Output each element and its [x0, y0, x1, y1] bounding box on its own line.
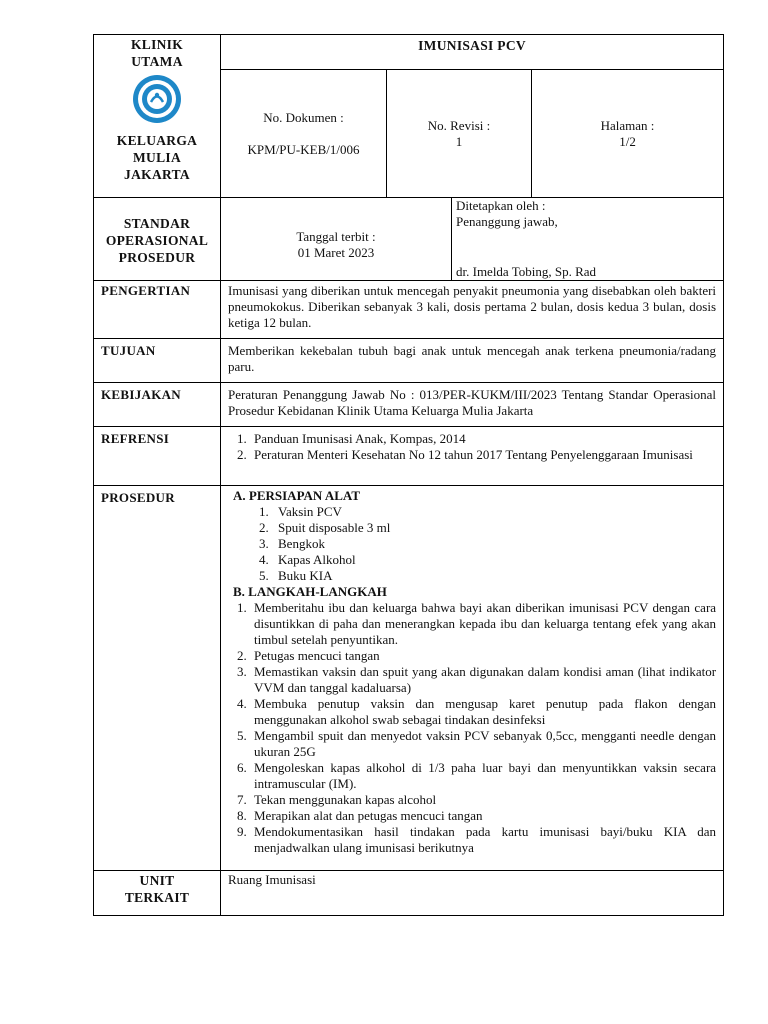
reference-item: 1. Panduan Imunisasi Anak, Kompas, 2014: [250, 431, 716, 447]
step-item: 6. Mengoleskan kapas alkohol di 1/3 paha luar bayi dan menyuntikkan vaksin secara intramuscular (IM).: [250, 760, 716, 792]
prosedur-cell: [221, 486, 724, 871]
revision-value: 1: [455, 133, 463, 149]
step-item: 3. Memastikan vaksin dan spuit yang akan digunakan dalam kondisi aman (lihat indikator VVM dan tanggal kadaluarsa): [250, 664, 716, 696]
reference-list: [228, 431, 716, 463]
doc-number-label: No. Dokumen :: [263, 109, 344, 125]
tujuan-text: Memberikan kekebalan tubuh bagi anak untuk mencegah anak terkena pneumonia/radang paru.: [221, 339, 724, 383]
unit-text: Ruang Imunisasi: [221, 871, 724, 916]
document-title: IMUNISASI PCV: [221, 35, 724, 70]
tool-item: 2. Spuit disposable 3 ml: [272, 520, 716, 536]
issue-cell: [221, 198, 452, 281]
section-a-heading: A. PERSIAPAN ALAT: [233, 488, 361, 503]
step-item: 9. Mendokumentasikan hasil tindakan pada kartu imunisasi bayi/buku KIA dan menjadwalkan ulang imunisasi berikutnya: [250, 824, 716, 856]
kebijakan-label: KEBIJAKAN: [94, 383, 221, 427]
sop-document: [93, 34, 723, 916]
doc-number-value: KPM/PU-KEB/1/006: [247, 141, 360, 157]
clinic-name-bottom: KELUARGA MULIA JAKARTA: [116, 133, 198, 182]
page-cell: [532, 70, 724, 198]
steps-list: [224, 600, 716, 856]
section-b-heading: B. LANGKAH-LANGKAH: [233, 584, 387, 599]
unit-label: UNIT TERKAIT: [94, 871, 221, 916]
step-item: 8. Merapikan alat dan petugas mencuci tangan: [250, 808, 716, 824]
issue-date: 01 Maret 2023: [297, 245, 375, 260]
step-item: 7. Tekan menggunakan kapas alcohol: [250, 792, 716, 808]
set-by-label: Ditetapkan oleh :: [456, 198, 546, 213]
step-item: 1. Memberitahu ibu dan keluarga bahwa bayi akan diberikan imunisasi PCV dengan cara disuntikkan di paha dan menerangkan kepada ibu dan keluarga tentang efek yang akan timbul setelah penyuntikan.: [250, 600, 716, 648]
sop-table: [93, 34, 724, 916]
sop-label: STANDAR OPERASIONAL PROSEDUR: [94, 198, 221, 281]
tujuan-label: TUJUAN: [94, 339, 221, 383]
responsible-name: dr. Imelda Tobing, Sp. Rad: [456, 264, 597, 279]
reference-item: 2. Peraturan Menteri Kesehatan No 12 tahun 2017 Tentang Penyelenggaraan Imunisasi: [250, 447, 716, 463]
tool-item: 5. Buku KIA: [272, 568, 716, 584]
tool-item: 4. Kapas Alkohol: [272, 552, 716, 568]
refrensi-cell: [221, 427, 724, 486]
kebijakan-text: Peraturan Penanggung Jawab No : 013/PER-KUKM/III/2023 Tentang Standar Operasional Prosedur Kebidanan Klinik Utama Keluarga Mulia Jakarta: [221, 383, 724, 427]
revision-label: No. Revisi :: [427, 117, 491, 133]
pengertian-label: PENGERTIAN: [94, 281, 221, 339]
prosedur-label: PROSEDUR: [94, 486, 221, 871]
responsible-label: Penanggung jawab,: [456, 214, 558, 229]
page-value: 1/2: [619, 133, 636, 149]
clinic-name-top: KLINIK UTAMA: [130, 37, 184, 69]
step-item: 4. Membuka penutup vaksin dan mengusap karet penutup pada flakon dengan menggunakan alkohol swab sebagai tindakan desinfeksi: [250, 696, 716, 728]
issue-date-label: Tanggal terbit :: [296, 229, 376, 244]
step-item: 5. Mengambil spuit dan menyedot vaksin PCV sebanyak 0,5cc, mengganti needle dengan ukuran 25G: [250, 728, 716, 760]
step-item: 2. Petugas mencuci tangan: [250, 648, 716, 664]
tools-list: [224, 504, 716, 584]
approval-cell: [452, 198, 724, 281]
tool-item: 1. Vaksin PCV: [272, 504, 716, 520]
tool-item: 3. Bengkok: [272, 536, 716, 552]
clinic-logo: [132, 74, 182, 124]
doc-number-cell: [221, 70, 387, 198]
refrensi-label: REFRENSI: [94, 427, 221, 486]
clinic-cell: [94, 35, 221, 198]
revision-cell: [387, 70, 532, 198]
pengertian-text: Imunisasi yang diberikan untuk mencegah penyakit pneumonia yang disebabkan oleh bakteri pneumokokus. Diberikan sebanyak 3 kali, dosis pertama 2 bulan, dosis kedua 3 bulan, dosis ketiga 12 bulan.: [221, 281, 724, 339]
page-label: Halaman :: [600, 117, 655, 133]
